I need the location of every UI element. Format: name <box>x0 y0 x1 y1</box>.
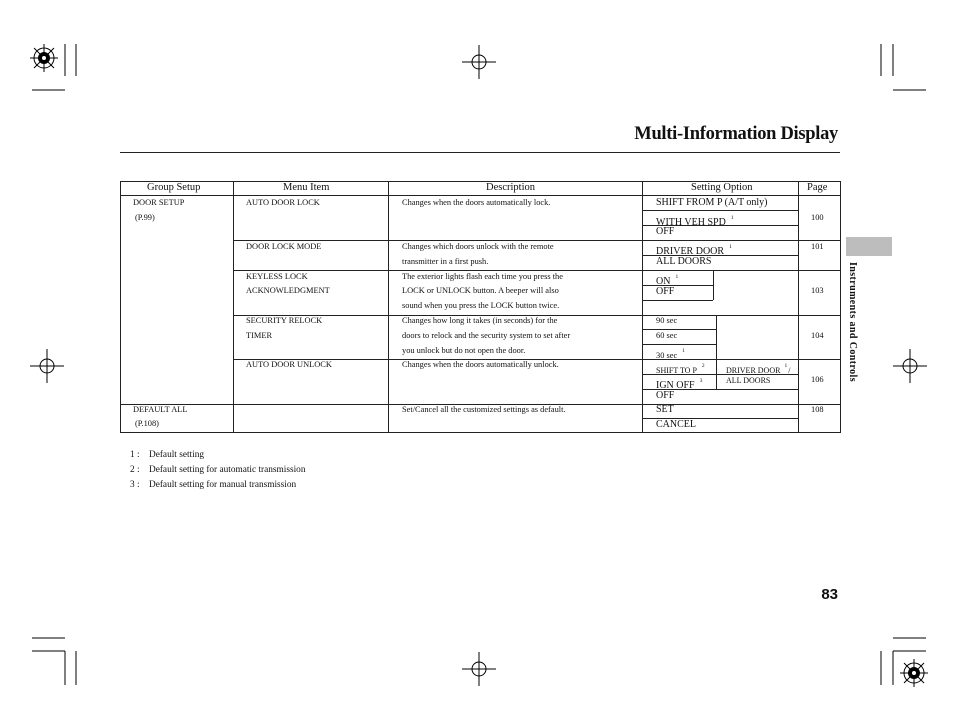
page-number: 83 <box>821 586 838 603</box>
crosshair-mark <box>462 45 496 79</box>
description-text: Changes when the doors automatically unlock. <box>402 360 559 369</box>
page-ref: 108 <box>811 405 824 414</box>
description-text: LOCK or UNLOCK button. A beeper will also <box>402 286 559 295</box>
description-text: sound when you press the LOCK button twice. <box>402 301 560 310</box>
footnote-marker: 1 <box>682 348 685 354</box>
description-text: Set/Cancel all the customized settings as default. <box>402 405 566 414</box>
description-text: doors to relock and the security system to set after <box>402 331 571 340</box>
setting-option: IGN OFF $^3$ <box>656 378 703 391</box>
page-ref: 106 <box>811 375 824 384</box>
description-text: The exterior lights flash each time you press the <box>402 272 563 281</box>
setting-option: OFF <box>656 226 675 237</box>
registration-target <box>30 44 58 72</box>
group-ref: (P.108) <box>135 419 159 428</box>
column-header-setting: Setting Option <box>691 182 753 193</box>
setting-option: WITH VEH SPD $^1$ <box>656 215 734 228</box>
sub-option: ALL DOORS <box>726 376 771 385</box>
column-header-page: Page <box>807 182 828 193</box>
column-header-group: Group Setup <box>147 182 201 193</box>
page-title: Multi-Information Display <box>634 124 838 144</box>
section-label: Instruments and Controls <box>847 262 858 382</box>
description-text: Changes how long it takes (in seconds) for the <box>402 316 558 325</box>
page-ref: 103 <box>811 286 824 295</box>
description-text: you unlock but do not open the door. <box>402 346 526 355</box>
footnote: 3 : Default setting for manual transmission <box>130 480 297 490</box>
setting-option: ALL DOORS <box>656 256 712 267</box>
footnote-marker: 1 <box>784 363 788 369</box>
footnote-marker: 2 <box>701 363 705 369</box>
crosshair-mark <box>30 349 64 383</box>
menu-item: SECURITY RELOCK <box>246 316 323 325</box>
setting-option: 90 sec <box>656 316 678 325</box>
setting-option: SHIFT TO P $^2$ <box>656 363 705 375</box>
footnote-marker: 1 <box>675 274 679 280</box>
menu-item: AUTO DOOR UNLOCK <box>246 360 332 369</box>
description-text: Changes when the doors automatically lock. <box>402 198 551 207</box>
menu-item: AUTO DOOR LOCK <box>246 198 320 207</box>
setting-option: ON $^1$ <box>656 274 679 287</box>
sub-option: DRIVER DOOR $^1$/ <box>726 363 791 375</box>
setting-option: CANCEL <box>656 419 696 430</box>
menu-item: KEYLESS LOCK <box>246 272 308 281</box>
setting-option: SHIFT FROM P (A/T only) <box>656 197 768 208</box>
setting-option: OFF <box>656 390 675 401</box>
footnote: 1 : Default setting <box>130 450 204 460</box>
setting-option: SET <box>656 404 674 415</box>
page-ref: 100 <box>811 213 824 222</box>
description-text: transmitter in a first push. <box>402 257 489 266</box>
footnote: 2 : Default setting for automatic transmission <box>130 465 306 475</box>
menu-item: DOOR LOCK MODE <box>246 242 322 251</box>
crosshair-mark <box>893 349 927 383</box>
group-name: DOOR SETUP <box>133 198 185 207</box>
setting-option: DRIVER DOOR $^1$ <box>656 244 732 257</box>
description-text: Changes which doors unlock with the remote <box>402 242 554 251</box>
setting-option: 60 sec <box>656 331 678 340</box>
setting-option: 30 sec $^1$ <box>656 348 685 360</box>
footnote-marker: 1 <box>729 244 732 250</box>
group-name: DEFAULT ALL <box>133 405 188 414</box>
menu-item: TIMER <box>246 331 273 340</box>
column-header-description: Description <box>486 182 535 193</box>
page-ref: 104 <box>811 331 824 340</box>
crosshair-mark <box>462 652 496 686</box>
menu-item: ACKNOWLEDGMENT <box>246 286 330 295</box>
registration-target <box>900 659 928 687</box>
footnote-marker: 1 <box>730 215 734 221</box>
column-header-menu: Menu Item <box>283 182 330 193</box>
group-ref: (P.99) <box>135 213 155 222</box>
footnote-marker: 3 <box>699 378 703 384</box>
setting-option: OFF <box>656 286 675 297</box>
page-ref: 101 <box>811 242 824 251</box>
